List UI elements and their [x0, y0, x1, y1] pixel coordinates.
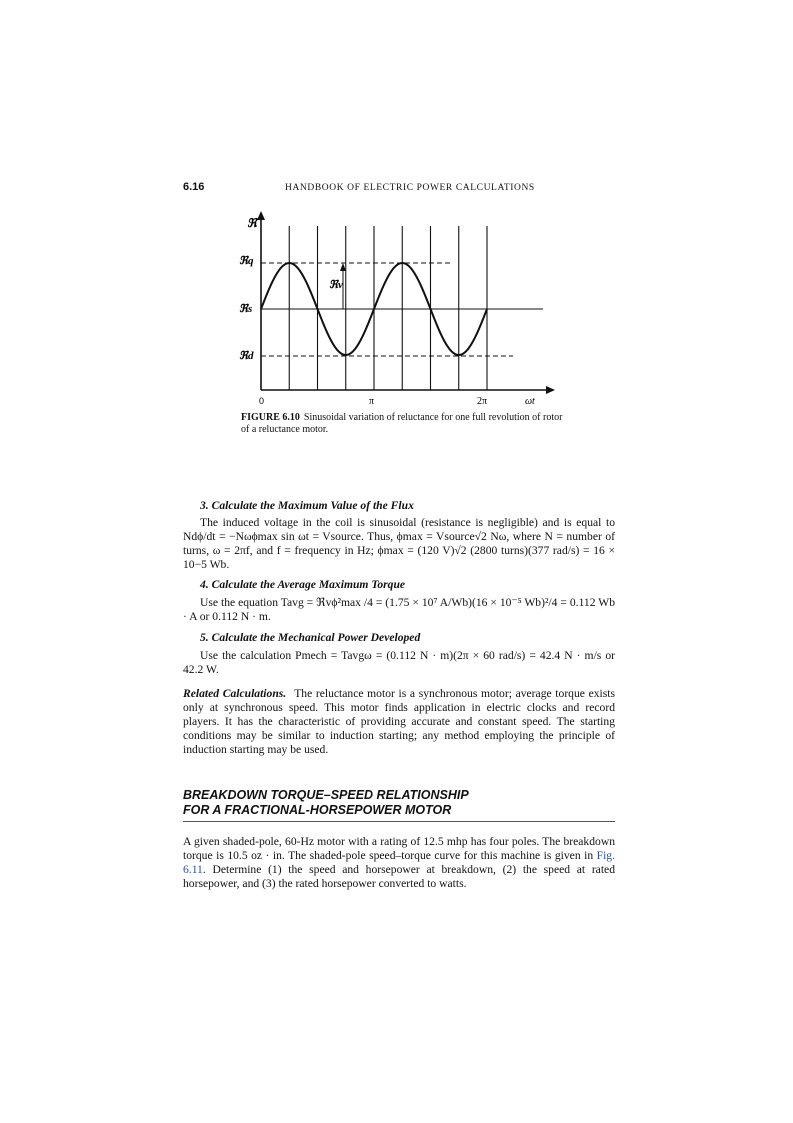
related-calculations: [183, 687, 615, 757]
y-axis-arrow: [257, 211, 265, 220]
x-tick-zero: 0: [259, 396, 265, 406]
step-5-heading: 5. Calculate the Mechanical Power Developed: [200, 631, 421, 644]
intro-text-after: . Determine (1) the speed and horsepower at breakdown, (2) the speed at rated horsepower, and (3) the rated horsepower converted to watts.: [183, 863, 615, 890]
x-tick-two-pi: 2π: [477, 396, 488, 407]
figure-caption-label: FIGURE 6.10: [241, 412, 300, 423]
figure-caption: [241, 412, 563, 436]
step-5-text: Use the calculation Pmech = Tavgω = (0.112 N · m)(2π × 60 rad/s) = 42.4 N · m/s or 42.2 W.: [183, 649, 615, 676]
section-heading-line-1: BREAKDOWN TORQUE–SPEED RELATIONSHIP: [183, 788, 469, 802]
page-number: 6.16: [183, 181, 205, 193]
x-axis-arrow: [546, 386, 555, 394]
section-heading: [183, 788, 615, 822]
x-axis-label: ωt: [525, 396, 535, 407]
q-label: ℜq: [239, 255, 254, 267]
step-3-text: The induced voltage in the coil is sinusoidal (resistance is negligible) and is equal to Ndϕ/dt = −Nωϕmax sin ωt = Vsource. Thus, ϕmax = Vsource√2 Nω, where N = number of turns, ω = 2πf, and f = frequency in Hz; ϕmax = (120 V)√2 (2800 turns)(377 rad/s) = 16 × 10−5 Wb.: [183, 516, 615, 571]
step-3-heading: 3. Calculate the Maximum Value of the Flux: [200, 499, 414, 512]
related-text: The reluctance motor is a synchronous motor; average torque exists only at synchronous speed. This motor finds application in electric clocks and record players. It has the characteristic of providing accurate and constant speed. The starting conditions may be similar to induction starting; any method employing the principle of induction starting may be used.: [183, 687, 615, 756]
running-title: HANDBOOK OF ELECTRIC POWER CALCULATIONS: [285, 183, 535, 193]
reluctance-figure: [225, 208, 565, 408]
s-label: ℜs: [239, 303, 253, 315]
section-heading-line-2: FOR A FRACTIONAL-HORSEPOWER MOTOR: [183, 803, 452, 817]
rv-arrow-head: [340, 263, 346, 271]
step-4-heading: 4. Calculate the Average Maximum Torque: [200, 578, 406, 591]
y-axis-label: ℜ: [247, 216, 257, 230]
vertical-gridlines: [289, 226, 487, 390]
intro-paragraph: [183, 835, 615, 891]
figure-caption-text: Sinusoidal variation of reluctance for one full revolution of rotor of a reluctance motor.: [241, 412, 563, 435]
v-label: ℜv: [329, 279, 343, 291]
d-label: ℜd: [239, 350, 254, 362]
step-4-text: Use the equation Tavg = ℜvϕ²max /4 = (1.75 × 10⁷ A/Wb)(16 × 10⁻⁵ Wb)²/4 = 0.112 Wb · A or 0.112 N · m.: [183, 596, 615, 623]
figure-6-11-link[interactable]: Fig. 6.11: [183, 849, 615, 876]
related-heading: Related Calculations.: [183, 687, 287, 700]
x-tick-pi: π: [369, 396, 375, 407]
intro-text-before: A given shaded-pole, 60-Hz motor with a rating of 12.5 mhp has four poles. The breakdown torque is 10.5 oz · in. The shaded-pole speed–torque curve for this machine is given in: [183, 835, 615, 862]
